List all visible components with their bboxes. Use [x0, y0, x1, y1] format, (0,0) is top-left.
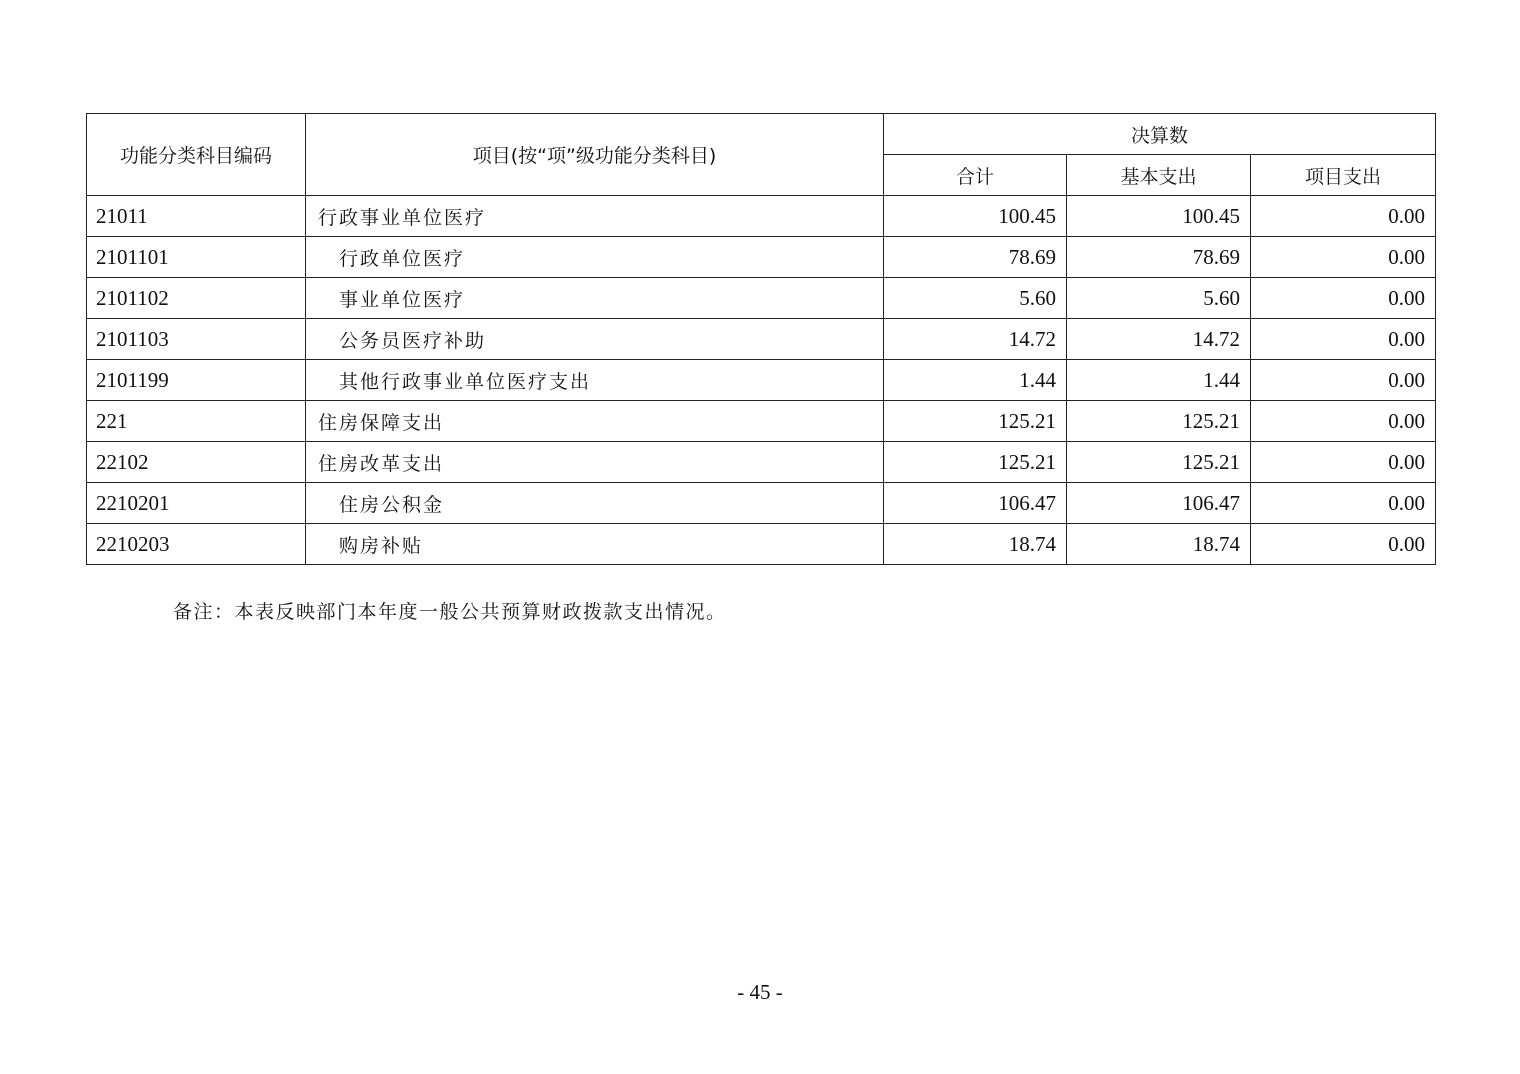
- cell-project: 0.00: [1251, 524, 1436, 565]
- table-row: [87, 524, 1436, 565]
- cell-code: 21011: [87, 196, 306, 237]
- table-row: [87, 360, 1436, 401]
- cell-code: 221: [87, 401, 306, 442]
- cell-project: 0.00: [1251, 401, 1436, 442]
- table-body: [87, 196, 1436, 565]
- cell-item: 住房公积金: [306, 483, 884, 524]
- table-note: 备注：本表反映部门本年度一般公共预算财政拨款支出情况。: [173, 601, 727, 623]
- cell-code: 2101103: [87, 319, 306, 360]
- cell-code: 2210203: [87, 524, 306, 565]
- cell-basic: 5.60: [1067, 278, 1251, 319]
- cell-total: 106.47: [884, 483, 1067, 524]
- cell-total: 125.21: [884, 401, 1067, 442]
- cell-basic: 1.44: [1067, 360, 1251, 401]
- cell-basic: 106.47: [1067, 483, 1251, 524]
- cell-item: 事业单位医疗: [306, 278, 884, 319]
- header-total: 合计: [884, 155, 1067, 196]
- table-header: [87, 114, 1436, 196]
- cell-project: 0.00: [1251, 196, 1436, 237]
- header-final-accounts: 决算数: [884, 114, 1436, 155]
- cell-item: 购房补贴: [306, 524, 884, 565]
- cell-code: 2210201: [87, 483, 306, 524]
- header-basic: 基本支出: [1067, 155, 1251, 196]
- cell-code: 2101102: [87, 278, 306, 319]
- budget-table: [86, 113, 1436, 565]
- table-row: [87, 319, 1436, 360]
- cell-total: 78.69: [884, 237, 1067, 278]
- cell-item: 行政单位医疗: [306, 237, 884, 278]
- cell-item: 行政事业单位医疗: [306, 196, 884, 237]
- cell-basic: 78.69: [1067, 237, 1251, 278]
- cell-item: 住房保障支出: [306, 401, 884, 442]
- cell-item: 住房改革支出: [306, 442, 884, 483]
- header-item: 项目(按“项”级功能分类科目): [306, 114, 884, 196]
- table-row: [87, 483, 1436, 524]
- cell-code: 22102: [87, 442, 306, 483]
- table-row: [87, 196, 1436, 237]
- cell-project: 0.00: [1251, 237, 1436, 278]
- cell-total: 125.21: [884, 442, 1067, 483]
- cell-project: 0.00: [1251, 278, 1436, 319]
- cell-total: 5.60: [884, 278, 1067, 319]
- cell-total: 18.74: [884, 524, 1067, 565]
- cell-basic: 125.21: [1067, 442, 1251, 483]
- cell-basic: 18.74: [1067, 524, 1251, 565]
- header-code: 功能分类科目编码: [87, 114, 306, 196]
- table-row: [87, 401, 1436, 442]
- page-number: - 45 -: [737, 980, 783, 1004]
- cell-project: 0.00: [1251, 360, 1436, 401]
- cell-basic: 125.21: [1067, 401, 1251, 442]
- table-row: [87, 278, 1436, 319]
- cell-project: 0.00: [1251, 442, 1436, 483]
- cell-item: 其他行政事业单位医疗支出: [306, 360, 884, 401]
- cell-code: 2101199: [87, 360, 306, 401]
- cell-basic: 14.72: [1067, 319, 1251, 360]
- table-row: [87, 237, 1436, 278]
- cell-total: 100.45: [884, 196, 1067, 237]
- header-project: 项目支出: [1251, 155, 1436, 196]
- cell-code: 2101101: [87, 237, 306, 278]
- cell-total: 14.72: [884, 319, 1067, 360]
- cell-project: 0.00: [1251, 483, 1436, 524]
- cell-basic: 100.45: [1067, 196, 1251, 237]
- cell-project: 0.00: [1251, 319, 1436, 360]
- cell-total: 1.44: [884, 360, 1067, 401]
- table-row: [87, 442, 1436, 483]
- cell-item: 公务员医疗补助: [306, 319, 884, 360]
